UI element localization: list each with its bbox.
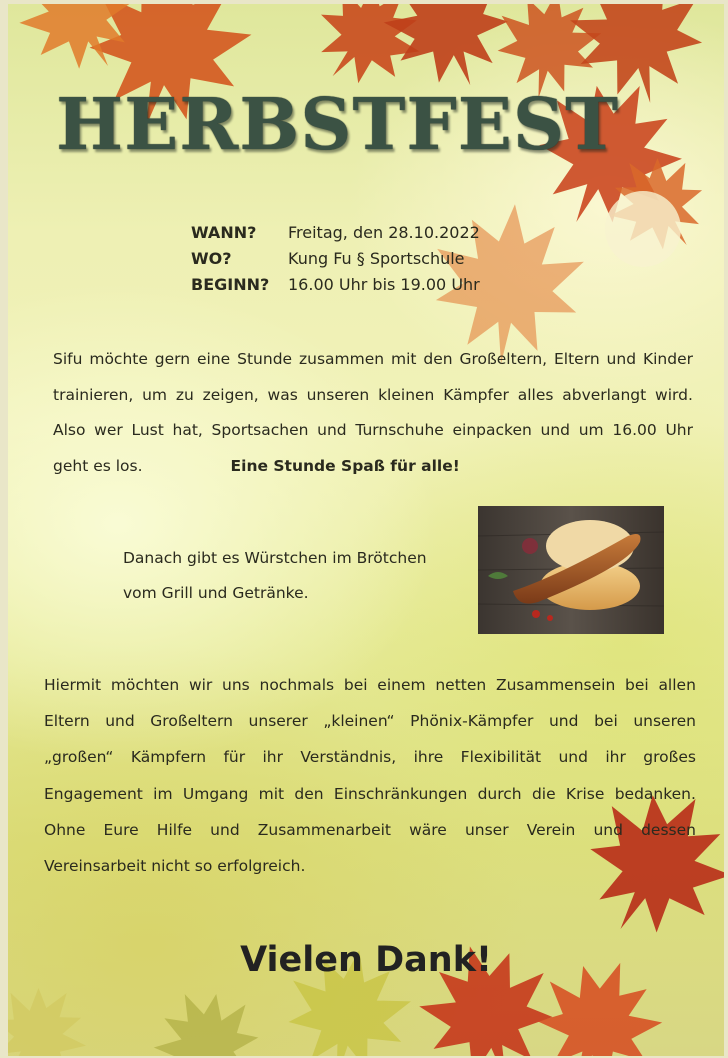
word: unseren: [306, 385, 370, 404]
word: und: [548, 712, 579, 731]
word: Verein: [526, 820, 576, 839]
event-label: WANN?: [191, 223, 257, 242]
text-line: [44, 812, 696, 848]
word: zu: [175, 385, 194, 404]
word: Flexibilität: [460, 748, 542, 767]
word: nochmals: [259, 676, 335, 694]
word: Kämpfer: [443, 385, 509, 404]
word: Lust: [131, 421, 164, 439]
word: mit: [258, 784, 285, 803]
word: bei: [625, 676, 649, 694]
event-value: Freitag, den 28.10.2022: [288, 223, 480, 242]
event-row-start: [191, 272, 480, 298]
word: Zusammenarbeit: [257, 820, 391, 839]
word: dessen: [641, 820, 696, 839]
word: eine: [197, 350, 231, 368]
word: wir: [188, 676, 213, 694]
word: den: [423, 350, 453, 368]
text-line: [44, 703, 696, 739]
word: Turnschuhe: [355, 421, 444, 439]
event-row-when: [191, 220, 480, 246]
thanks-paragraph: [44, 667, 696, 884]
word: ihr: [605, 748, 626, 767]
word: und: [540, 421, 571, 439]
word: Zusammensein: [495, 676, 616, 694]
word: 16.00: [612, 421, 657, 439]
word: im: [153, 784, 173, 803]
word: einpacken: [452, 421, 532, 439]
word: hat,: [172, 421, 203, 439]
word: wird.: [655, 385, 693, 404]
text-line: vom Grill und Getränke.: [123, 584, 309, 602]
text-line: [53, 342, 693, 378]
word: großes: [643, 748, 696, 767]
page-title: HERBSTFEST: [56, 82, 619, 166]
word: Hiermit: [44, 676, 102, 694]
word: Engagement: [44, 784, 143, 803]
word: um: [142, 385, 167, 404]
word: abverlangt: [562, 385, 647, 404]
event-value: 16.00 Uhr bis 19.00 Uhr: [288, 275, 480, 294]
sausage-bun-photo: [478, 506, 664, 634]
word: und: [606, 350, 637, 368]
word: bedanken.: [614, 784, 696, 803]
word: bei: [343, 676, 368, 694]
word: Also: [53, 421, 86, 439]
word: „großen“: [44, 748, 114, 767]
word: Großeltern: [150, 712, 233, 731]
intro-paragraph: [53, 342, 693, 484]
word: Hilfe: [156, 820, 193, 839]
word: ihr: [262, 748, 284, 767]
word: einem: [377, 676, 426, 694]
flyer-sheet: [8, 4, 724, 1056]
word: und: [210, 820, 240, 839]
word: Ohne: [44, 820, 86, 839]
word: „kleinen“: [323, 712, 395, 731]
word: Eltern: [44, 712, 90, 731]
word: Umgang: [182, 784, 249, 803]
event-row-where: [191, 246, 480, 272]
word: allen: [658, 676, 696, 694]
event-label: BEGINN?: [191, 275, 270, 294]
word: Kämpfern: [130, 748, 207, 767]
event-label: WO?: [191, 249, 232, 268]
word: alles: [517, 385, 554, 404]
word: kleinen: [378, 385, 435, 404]
word: Großeltern,: [459, 350, 548, 368]
word: Eure: [103, 820, 139, 839]
word: netten: [435, 676, 487, 694]
word: Kinder: [642, 350, 693, 368]
word: unserer: [248, 712, 308, 731]
word: für: [223, 748, 246, 767]
word: den: [294, 784, 324, 803]
text-line: [44, 667, 696, 703]
highlight-text: Eine Stunde Spaß für alle!: [230, 456, 460, 475]
word: gern: [154, 350, 191, 368]
word: Phönix-Kämpfer: [410, 712, 534, 731]
word: durch: [477, 784, 522, 803]
word: und: [105, 712, 135, 731]
word: unseren: [633, 712, 696, 731]
word: Eltern: [554, 350, 600, 368]
word: zusammen: [298, 350, 385, 368]
word: und: [558, 748, 588, 767]
word: um: [578, 421, 604, 439]
word: möchte: [89, 350, 148, 368]
word: die: [531, 784, 556, 803]
text-line: [44, 739, 696, 775]
word: Uhr: [665, 421, 693, 439]
text-line: [53, 378, 693, 414]
word: mit: [390, 350, 417, 368]
event-details: [191, 220, 480, 298]
word: zeigen,: [202, 385, 259, 404]
word: Verständnis,: [300, 748, 397, 767]
text-line: [53, 449, 693, 485]
word: ihre: [413, 748, 444, 767]
text-line: [53, 413, 693, 449]
word: Krise: [565, 784, 605, 803]
text-fragment: geht es los.: [53, 456, 143, 475]
word: möchten: [110, 676, 180, 694]
word: bei: [594, 712, 618, 731]
closing-text: Vielen Dank!: [240, 940, 492, 980]
text-line: Danach gibt es Würstchen im Brötchen: [123, 549, 427, 567]
word: was: [267, 385, 298, 404]
word: Sifu: [53, 350, 83, 368]
word: trainieren,: [53, 385, 134, 404]
text-line: Vereinsarbeit nicht so erfolgreich.: [44, 857, 306, 876]
word: wäre: [409, 820, 447, 839]
word: Einschränkungen: [333, 784, 468, 803]
grill-note: [123, 541, 427, 611]
word: uns: [222, 676, 250, 694]
event-value: Kung Fu § Sportschule: [288, 249, 465, 268]
word: und: [317, 421, 347, 439]
word: unser: [464, 820, 509, 839]
word: Stunde: [237, 350, 293, 368]
word: und: [593, 820, 623, 839]
text-line: [44, 776, 696, 812]
word: Sportsachen: [211, 421, 309, 439]
word: wer: [94, 421, 123, 439]
